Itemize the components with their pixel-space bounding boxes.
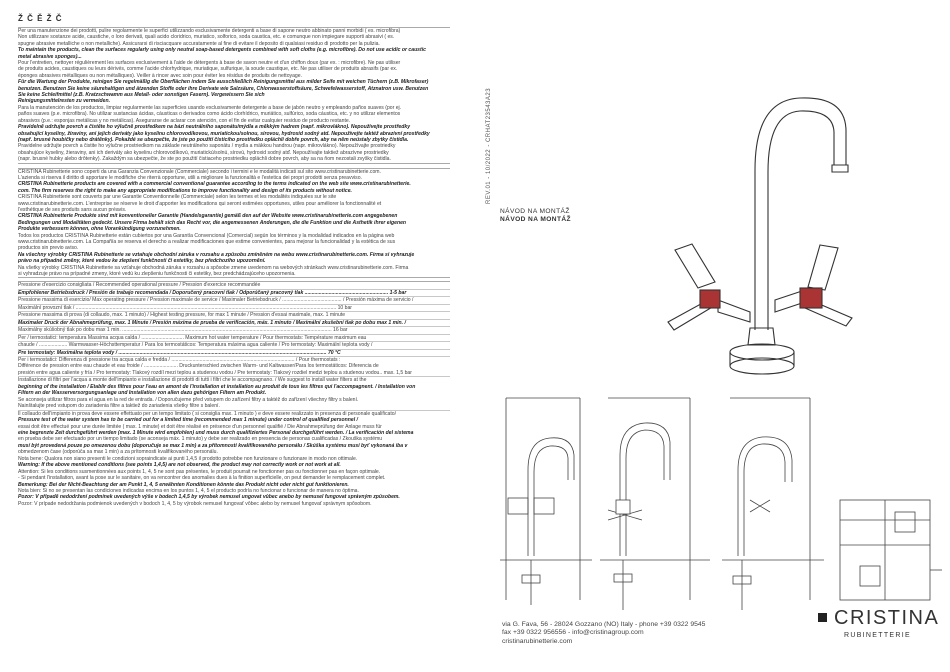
text-line: Pressione massima di esercizio/ Max operating pressure / Pression maximale de service / Maximaler Betriebsdruck / .......................................... / Pressión máxima de servicio / [18, 297, 450, 304]
contact-address: via G. Fava, 56 - 28024 Gozzano (NO) Italy - phone +39 0322 9545 [502, 621, 706, 628]
technical-drawing-front [500, 398, 592, 605]
text-line: Na všetky výrobky CRISTINA Rubinetterie sa vzťahuje obchodná záruka v rozsahu a spôsobe zmene uvedenom na webových stránkach www.cristinarubinetterie.com. Firma [18, 264, 409, 271]
text-line: www.cristinarubinetterie.com. La Compañía se reserva el derecho a realizar modificaciones que estime convenientes, para mejorar la funcionalidad y la estética de sus [18, 239, 396, 245]
text-line: To maintain the products, clean the surfaces regularly using only neutral soap-based detergents combined with soft cloths (e.g. microfibre). Do not use acidic or caustic [18, 47, 426, 54]
text-line: metal abrasive sponges)... [18, 53, 82, 60]
logo-square-mark [818, 613, 827, 622]
instruction-title-bold: NÁVOD NA MONTÁŽ [500, 216, 571, 223]
technical-drawing-side [600, 398, 710, 610]
text-line: abrasivos (p.e.: esponjas metálicas y no metálicas). Asegurarse de aclarar con atención, con el fin de evitar cualquier residuo de producto restante. [18, 117, 351, 124]
technical-drawing-top [840, 500, 942, 600]
text-line: Per una manutenzione dei prodotti, pulire regolarmente le superfici utilizzando esclusivamente detergenti a base di sapone neutro abbinato panni morbidi ( es. microfibra) [18, 28, 401, 34]
text-line: si vyhradzuje právo na prípadné zmeny, ktoré vedú ku zlepšeniu funkčnosti či estetiky, bez predchádzajúceho upozornenia. [18, 271, 296, 278]
text-line: Für die Wartung der Produkte, reinigen Sie regelmäßig die Oberflächen indem Sie ausschließlich Reinigungsmittel aus milder Seife mit weichen Tüchern (z.B. Mikrofaser) [18, 79, 429, 86]
text-line: Maximaler Druck der Abnahmeprüfung, max. 1 Minute / Presión máxima de prueba de verificación, máx. 1 minuto / Maximální zkušební tlak po dobu max 1 min. / [18, 320, 450, 327]
text-line: Filtern an der Wasserversorgungsanlage und Installation von allen dazu gehörigen Filtern am Produkt. [18, 390, 267, 397]
text-line: CRISTINA Rubinetterie Produkte sind mit konventioneller Garantie (Handelsgarantie) gemäß den auf der Website www.cristinarubinetterie.com angegebenen [18, 213, 398, 220]
text-line: Reinigungsmittelresten zu vermeiden. [18, 98, 110, 105]
text-line: Per / termostatici: temperatura Massima acqua calda / .............................. Maximum hot water temperature / Pour thermostats: Température maximum eau [18, 335, 450, 342]
text-line: eine begrenzte Zeit durchgeführt werden (max. 1 Minute wird empfohlen) und muss durch qualifiziertes Personal durchgeführt werden. / La verificación del sistema [18, 429, 414, 436]
text-line: CRISTINA Rubinetterie sont couverts par une Garantie Conventionnelle (Commerciale) selon les termes et les modalités indiquées sur le site [18, 194, 337, 201]
text-line: Nota bene: Qualora non siano presenti le condizioni sopraindicate ai punti 1,4,5 il prodotto potrebbe non funzionare o funzionare in modo non ottimale. [18, 455, 358, 462]
text-line: Pozor: V případě nedodržení podmínek uvedených výše v bodech 1,4,5 by výrobek nemusel ungovat vůbec anebo by nemusel fungovat správným způsobem. [18, 494, 400, 501]
section-heading: Ž Č Ě Ž Č [18, 14, 63, 23]
text-line: Pressione d'esercizio consigliata / Recommended operational pressure / Pression d'exercice recommandée [18, 282, 450, 289]
text-line: právo na případné změny, které vedou ke zlepšení funkčnosti či estetiky, bez předchozího upozornění. [18, 258, 266, 265]
text-line: com. The firm reserves the right to make any appropriate modifications to improve functionality and design of its products without notice. [18, 187, 352, 194]
revision-code [486, 8, 494, 208]
text-line: de produits acides, caustiques ou leurs dérivés, comme l'acide chlorhydrique, muriatique, sulfurique, la soude caustique, etc. Ne pas utiliser de produits abrasifs (par ex. [18, 66, 398, 73]
text-line: Pozor: V prípade nedodržania podmienok uvedených v bodoch 1, 4, 5 by výrobok nemusel fungovať vôbec alebo by nemusel fungovať správnym spôsobom. [18, 500, 372, 507]
text-line: Nainštalujte pred vstupom do zariadenia filtre a taktiež do zariadenia všetky filtre s balení. [18, 403, 450, 410]
text-line: paños suaves (p.e. microfibra). No utilizar sustancias ácidas, cáusticas o derivados como ácido clorhídrico, muriático, sulfúrico, soda cáustica, etc. y no utilizar elementos [18, 111, 401, 118]
text-line: L'azienda si riserva il diritto di apportare le modifiche che riterrà opportune, utili a migliorare la funzionalità e l'estetica dei propri prodotti senza preavviso. [18, 174, 362, 181]
text-line: Pravidelně udržujte povrch a čistěte ho výlučně prostředkem na bázi neutrálního saponátu/mýdla a měkkým hadrem (např. mikrovlákno). Nepoužívejte prostředky [18, 124, 411, 131]
text-line: Todos los productos CRISTINA Rubinetterie están cubiertos por una Garantía Convencional (Comercial) según los términos y la modalidad indicados en la página web [18, 232, 395, 239]
instruction-title-line: NÁVOD NA MONTÁŽ [500, 208, 570, 215]
text-line: chaude / .................... Warmwasser-Höchsttemperatur / Para los termostáticos: Temperatura máxima agua caliente / Pro termostaty: Maximální teplota vody / [18, 342, 450, 349]
text-line: Il collaudo dell'impianto in prova deve essere effettuato per un tempo limitato ( si consiglia max. 1 minuto ) e deve essere realizzato in presenza di personale qualificato/ [18, 410, 397, 417]
contact-fax-email: fax +39 0322 956556 - info@cristinagroup.com [502, 629, 644, 637]
care-instructions [18, 27, 450, 164]
text-line: Sie keine Schleifmittel (z.B. Kratzschwamm aus Metall- oder sonstigen Fasern). Vergewissern Sie sich [18, 92, 265, 99]
text-line: obmedzenom čase (odporúča sa max 1 min) a za prítomnosti kvalifikovaného personálu. [18, 449, 218, 456]
faucet-perspective-drawing [668, 98, 852, 374]
text-line: musí být provedená pouze po omezenou dobu (doporučuje se max 1 min) a za přítomnosti kvalifikovaného personálu / Skúška systému musí byť vykonaná iba v [18, 442, 408, 449]
text-line: Pour l'entretien, nettoyer régulièrement les surfaces exclusivement à l'aide de détergents à base de savon neutre et d'un chiffon doux (par ex. : microfibre). Ne pas utiliser [18, 60, 401, 67]
text-line: Différence de pression entre eau chaude et eau froide / ........................ Druckunterschied zwischen Warm- und Kaltwasser/Para los termostáticos: Diferencia de [18, 363, 379, 370]
text-line: presión entre agua caliente y fría / Pro termostaty: Tlakový rozdíl mezi teplou a studenou vodou / Pre termostaty: Tlakový rozdiel medzi teplou a studenou vodou.. max. 1,5 bar [18, 370, 450, 377]
text-line: Para la manutención de los productos, limpiar regularmente las superficies usando exclusivamente detergente a base de jabón neutro y empleando paños suaves (por ej. [18, 104, 402, 111]
text-line: Empfohlener Betriebsdruck / Presión de trabajo recomendada / Doporučený pracovní tlak / Odporúčaný pracovný tlak ........................................................... 1-5 bar [18, 290, 450, 297]
text-line: Bemerkung: Bei der Nicht-Beachtung der am Punkt 1, 4, 5 erwähnten Konditionen könnte das Produkt nicht oder nicht gut funktionieren. [18, 481, 349, 488]
technical-specifications [18, 281, 450, 507]
text-line: Per i termostatici: Differenza di pressione tra acqua calda e fredda / ....................................................................................... / Pour thermostats : [18, 356, 341, 363]
text-line: Nota bien: Si no se presentan las condiciones indicadas encima en los puntos 1, 4, 5 el producto podría no funcionar o funcionar de manera no óptima. [18, 488, 359, 495]
text-line: productos sin previo aviso. [18, 245, 79, 252]
text-line: en prueba debe ser efectuado por un tiempo limitado (se aconseja máx. 1 minuto) y debe ser realizado en presencia de personas cualificadas / Zkouška systému [18, 436, 383, 443]
text-line: Pravidelne udržujte povrch a čistite ho výlučne prostriedkom na základe neutrálneho saponátu / mydla a mäkkou handrou (napr. mikrovlákno). Nepoužívajte prostriedky [18, 143, 396, 150]
text-line: Pressure test of the water system has to be carried out for a limited time (recommended max 1 minute) under control of qualified personnel / [18, 417, 358, 424]
contact-info [502, 621, 705, 646]
text-line: Non utilizzare sostanze acide, caustiche, o loro derivati, quali acido cloridrico, muriatico, solforico, soda caustica, etc. e comunque non impiegare supporti abrasivi ( es. [18, 34, 395, 41]
brand-subtitle: RUBINETTERIE [844, 632, 911, 639]
text-line: éponges abrasives métalliques ou non métalliques). Veiller à rincer avec soin pour éviter les résidus de produits de nettoyage. [18, 72, 302, 79]
text-line: Pre termostaty: Maximálna teplota vody / ................................................................................................................................................... 70 °C [18, 350, 450, 357]
text-line: spugne abrasive metalliche o non metalliche). Assicurarsi di risciacquare accuratamente al fine di evitare il deposito di qualsiasi residuo di prodotto per la pulizia. [18, 40, 380, 47]
text-line: essai doit être effectué pour une durée limitée ( max. 1 minute) et doit être réalisé en présence d'un personnel qualifié / Die Abnahmeprüfung der Anlage muss für [18, 423, 382, 430]
text-line: Attention: Si les conditions susmentionnées aux points 1, 4, 5 ne sont pas présentes, le produit pourrait ne fonctionner pas ou fonctionner pas en façon optimale. [18, 468, 381, 475]
text-line: Maximální provozní tlak / ........................................................................................................................................................................................ 10 bar [18, 305, 450, 312]
revision-code-text: REV.01 - 10/2022 - CRHAT23543A23 [486, 87, 492, 204]
contact-website: cristinarubinetterie.com [502, 637, 573, 645]
faucet-drawings [500, 0, 950, 610]
text-line: - Si pendant l'installation, avant la pose sur le sanitaire, on va rencontrer des anomalies dues à la finition superficielle, on peut demander le remplacement complet. [18, 475, 386, 482]
text-line: Bedingungen und Modalitäten gedeckt. Unsere Firma behält sich das Recht vor, die angemessenen Änderungen, die die Funktion und die Ästhetik ihrer eigenen [18, 219, 407, 226]
text-line: Installazione di filtri per l'acqua a monte dell'impianto e installazione di prodotti di tutti i filtri che le accompagnano. / We suggest to install water filters at the [18, 377, 367, 384]
text-line: obsahujúce kyseliny, žieraviny, ani ich deriváty ako kyselinu chlorovodíkovú, muriatickú/solnú, sírovú, hydroxid sodný atď. Nepoužívajte taktiež abrazívne prostriedky [18, 149, 389, 156]
technical-drawing-angle [722, 398, 824, 610]
text-line: Warning: If the above mentioned conditions (see points 1,4,5) are not observed, the product may not correctly work or not work at all. [18, 462, 341, 469]
text-line: Maximálny skúšobný tlak po dobu max 1 min. .................................................................................................................................................... 16 bar [18, 327, 450, 334]
text-line: l'esthétique de ses produits sans aucun préavis. [18, 206, 127, 213]
text-line: CRISTINA Rubinetterie sono coperti da una Garanzia Convenzionale (Commerciale) secondo i termini e le modalità indicati sul sito www.cristinarubinetterie.com. [18, 168, 381, 175]
text-line: www.cristinarubinetterie.com. L'entreprise se réserve le droit d'apporter les modifications qui seront estimées opportunes, utiles pour améliorer la fonctionnalité et [18, 200, 382, 207]
text-line: Na všechny výrobky CRISTINA Rubinetterie se vztahuje obchodní záruka v rozsahu a způsobu zmíněném na webu www.cristinarubinetterie.com. Firma si vyhrazuje [18, 251, 415, 258]
brand-name: CRISTINA [834, 607, 940, 629]
text-line: CRISTINA Rubinetterie products are covered with a commercial conventional guarantee according to the terms indicated on the web site www.cristinarubinetterie. [18, 181, 411, 188]
left-column [18, 14, 450, 507]
text-line: Pressione massima di prova (di collaudo, max. 1 minuto) / Highest testing pressure, for max 1 minute / Pression d'essai maximale, max. 1 minute [18, 312, 450, 319]
text-line: (napr. brusné hubky alebo drôtenky). Zakaždým sa ubezpečte, že ste po použití čistiaceho prostriedku opláchli dobre povrch, aby sa na ňom nezostali zvyšky čistidla. [18, 156, 391, 163]
warranty-notice [18, 168, 450, 279]
text-line: benutzen. Benutzen Sie keine säurehaltigen und ätzenden Stoffe oder ihre Derivate wie Salzsäure, Chlorwasserstoffsäure, Schwefelwasserstoff, Ätznatron usw. Benutzen [18, 85, 429, 92]
text-line: Produkte verbessern können, ohne Vorankündigung vorzunehmen. [18, 226, 181, 233]
text-line: Se aconseja utilizar filtros para el agua en la red de entrada. / Doporučujeme před vstupem do zařízení filtry a taktéž do zařízení všechny filtry s balení. [18, 396, 359, 403]
text-line: (např. brusné houbičky nebo drátěnky). Pokaždé se ubezpečte, že jste po použití čisticího prostředku opláchli dobře povrch, aby na něm neústaly zbytky čistidla. [18, 136, 409, 143]
text-line: beginning of the installation / Etablir des filtres pour l'eau en amont de l'installation et installation au produit de tous les filtres qui l'accompagnent. / Installation von [18, 383, 416, 390]
text-line: obsahující kyseliny, žíraviny, ani jejich deriváty jako kyselinu chlorovodíkovou, muriatickou/solnou, sírovou, hydroxid sodný atd. Nepoužívejte taktéž abrazivní prostředky [18, 130, 430, 137]
